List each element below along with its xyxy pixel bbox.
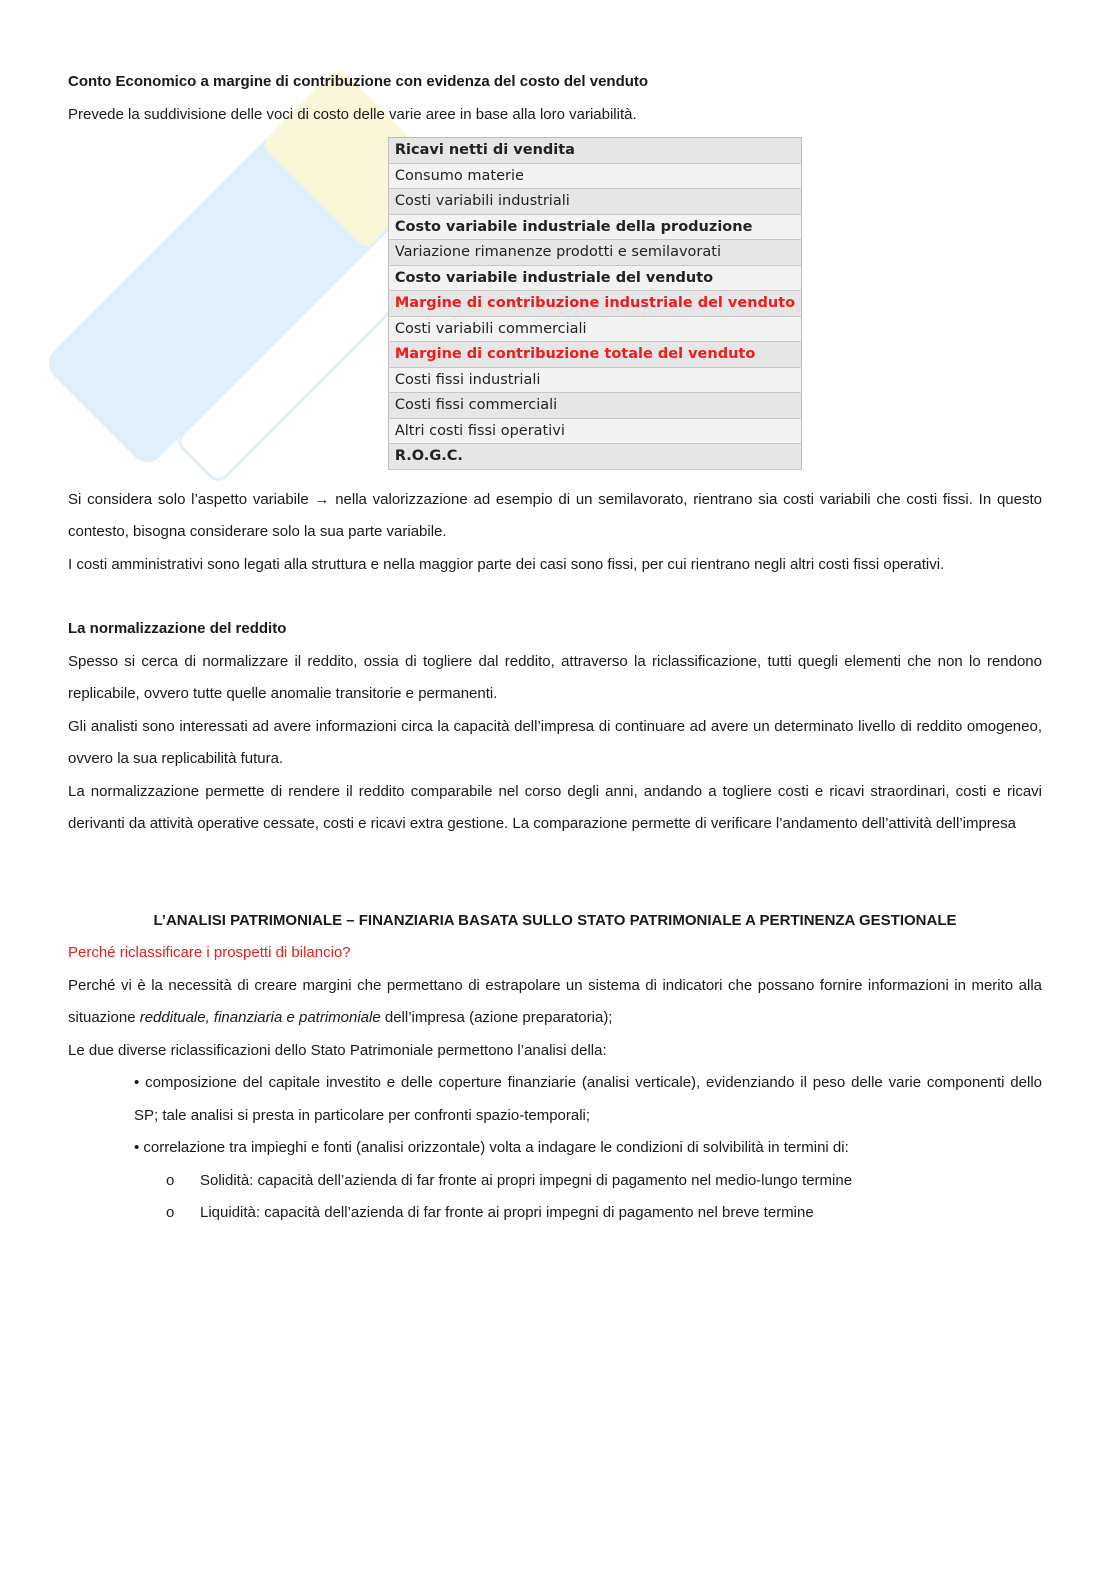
bullet-item-composizione: • composizione del capitale investito e delle coperture finanziarie (analisi verticale), evidenziando il peso delle varie componenti dello SP; tale analisi si presta in particolare per confronti spazio-temporali; <box>134 1074 1042 1124</box>
paragraph-normalizzazione-3: La normalizzazione permette di rendere il reddito comparabile nel corso degli anni, andando a togliere costi e ricavi straordinari, costi e ricavi derivanti da attività operative cessate, costi e ricavi extra gestione. La comparazione permette di verificare l’andamento dell’attività dell’impresa <box>68 782 1042 832</box>
table-row <box>388 138 801 164</box>
table-row <box>388 291 801 317</box>
table-row <box>388 240 801 266</box>
conto-economico-table <box>388 137 802 470</box>
conto-economico-table-wrapper <box>68 137 1042 470</box>
document-body <box>68 66 1042 1230</box>
table-row <box>388 393 801 419</box>
table-cell: Costo variabile industriale della produzione <box>388 214 801 240</box>
table-cell: Ricavi netti di vendita <box>388 138 801 164</box>
table-cell: Margine di contribuzione totale del venduto <box>388 342 801 368</box>
section-title-conto-economico: Conto Economico a margine di contribuzione con evidenza del costo del venduto <box>68 73 649 90</box>
table-cell: Variazione rimanenze prodotti e semilavorati <box>388 240 801 266</box>
table-row <box>388 316 801 342</box>
table-row <box>388 189 801 215</box>
table-cell: Costi fissi industriali <box>388 367 801 393</box>
paragraph-normalizzazione-2: Gli analisti sono interessati ad avere informazioni circa la capacità dell’impresa di continuare ad avere un determinato livello di reddito omogeneo, ovvero la sua replicabilità futura. <box>68 717 1042 767</box>
bullet-list <box>134 1067 1042 1165</box>
table-cell: Consumo materie <box>388 163 801 189</box>
italic-emphasis: reddituale, finanziaria e patrimoniale <box>139 1009 381 1026</box>
table-row <box>388 367 801 393</box>
sub-bullet-marker: o <box>166 1204 175 1221</box>
sub-item-text: Liquidità: capacità dell’azienda di far fronte ai propri impegni di pagamento nel breve termine <box>200 1204 814 1221</box>
table-row <box>388 163 801 189</box>
table-cell: Margine di contribuzione industriale del venduto <box>388 291 801 317</box>
table-cell: Altri costi fissi operativi <box>388 418 801 444</box>
table-cell: Costi fissi commerciali <box>388 393 801 419</box>
table-row <box>388 418 801 444</box>
table-row <box>388 444 801 470</box>
table-cell: R.O.G.C. <box>388 444 801 470</box>
table-row <box>388 214 801 240</box>
section-question: Perché riclassificare i prospetti di bilancio? <box>68 944 351 961</box>
paragraph-costi-amministrativi: I costi amministrativi sono legati alla struttura e nella maggior parte dei casi sono fissi, per cui rientrano negli altri costi fissi operativi. <box>68 555 945 573</box>
sub-item-solidita <box>166 1165 1042 1198</box>
paragraph-due-riclassificazioni: Le due diverse riclassificazioni dello Stato Patrimoniale permettono l’analisi della: <box>68 1041 607 1059</box>
section-heading-analisi-patrimoniale: L’ANALISI PATRIMONIALE – FINANZIARIA BASATA SULLO STATO PATRIMONIALE A PERTINENZA GESTIONALE <box>153 911 957 929</box>
table-cell: Costo variabile industriale del venduto <box>388 265 801 291</box>
section-title-normalizzazione: La normalizzazione del reddito <box>68 620 287 637</box>
sub-item-text: Solidità: capacità dell’azienda di far fronte ai propri impegni di pagamento nel medio-lungo termine <box>200 1171 853 1189</box>
sub-item-liquidita <box>166 1197 1042 1230</box>
table-row <box>388 342 801 368</box>
paragraph-aspetto-variabile: Si considera solo l’aspetto variabile → nella valorizzazione ad esempio di un semilavorato, rientrano sia costi variabili che costi fissi. In questo contesto, bisogna considerare solo la sua parte variabile. <box>68 490 1042 540</box>
section-intro: Prevede la suddivisione delle voci di costo delle varie aree in base alla loro variabilità. <box>68 105 637 123</box>
paragraph-riclassificare: Perché vi è la necessità di creare margini che permettano di estrapolare un sistema di indicatori che possano fornire informazioni in merito alla situazione reddituale, finanziaria e patrimoniale dell’impresa (azione preparatoria); <box>68 976 1042 1026</box>
bullet-item-correlazione: • correlazione tra impieghi e fonti (analisi orizzontale) volta a indagare le condizioni di solvibilità in termini di: <box>134 1139 849 1156</box>
table-row <box>388 265 801 291</box>
table-cell: Costi variabili industriali <box>388 189 801 215</box>
table-cell: Costi variabili commerciali <box>388 316 801 342</box>
sub-bullet-marker: o <box>166 1171 175 1189</box>
paragraph-normalizzazione-1: Spesso si cerca di normalizzare il reddito, ossia di togliere dal reddito, attraverso la riclassificazione, tutti quegli elementi che non lo rendono replicabile, ovvero tutte quelle anomalie transitorie e permanenti. <box>68 652 1042 702</box>
